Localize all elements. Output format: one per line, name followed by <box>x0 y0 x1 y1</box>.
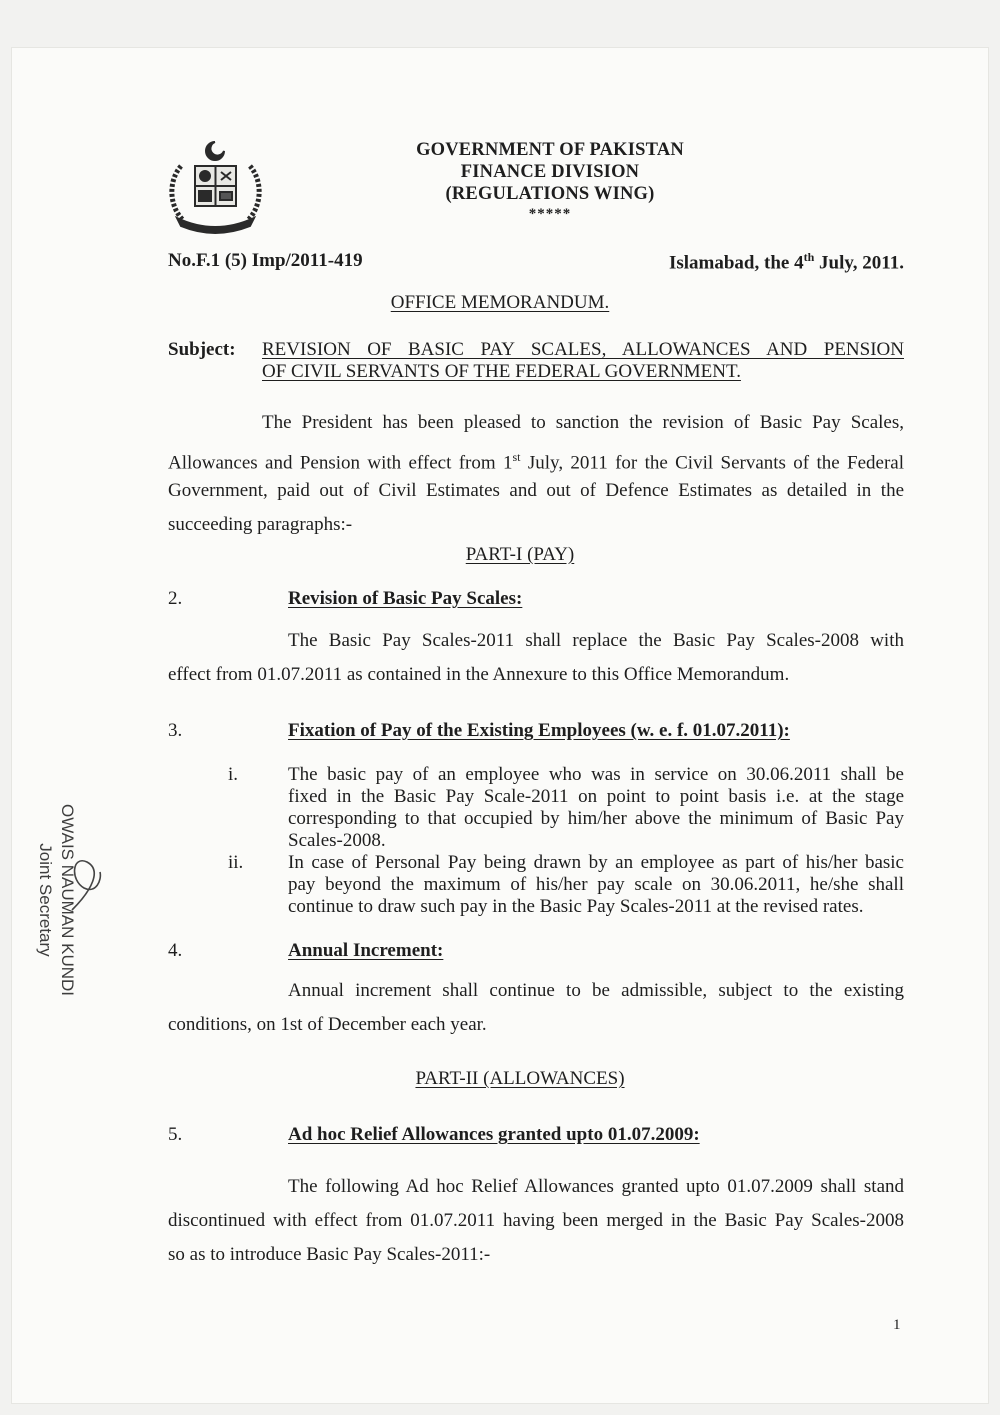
place-date-prefix: Islamabad, the 4 <box>668 252 804 274</box>
section-4-line-1: Annual increment shall continue to be admissible, subject to the existing <box>288 980 904 1001</box>
place-date-suffix: July, 2011. <box>814 252 904 274</box>
item-ii-line-3: continue to draw such pay in the Basic Pay Scales-2011 at the revised rates. <box>288 896 864 917</box>
file-number: No.F.1 (5) Imp/2011-419 <box>168 250 363 271</box>
section-2-line-1: The Basic Pay Scales-2011 shall replace the Basic Pay Scales-2008 with <box>288 630 904 651</box>
part-1-heading: PART-I (PAY) <box>465 544 575 565</box>
item-i-roman: i. <box>228 764 239 785</box>
item-ii-line-2: pay beyond the maximum of his/her pay scale on 30.06.2011, he/she shall <box>288 874 904 895</box>
place-date <box>669 250 904 274</box>
intro-line-3: Government, paid out of Civil Estimates and out of Defence Estimates as detailed in the <box>168 480 904 501</box>
item-i-line-3: corresponding to that occupied by him/her above the minimum of Basic Pay <box>288 808 904 829</box>
section-3-heading: Fixation of Pay of the Existing Employees (w. e. f. 01.07.2011): <box>288 720 790 741</box>
header-division: FINANCE DIVISION <box>460 162 640 182</box>
subject-line-2: OF CIVIL SERVANTS OF THE FEDERAL GOVERNMENT. <box>262 361 741 382</box>
memo-title: OFFICE MEMORANDUM. <box>390 292 610 313</box>
section-4-heading: Annual Increment: <box>288 940 444 961</box>
item-ii-line-1: In case of Personal Pay being drawn by an employee as part of his/her basic <box>288 852 904 873</box>
section-5-line-2: discontinued with effect from 01.07.2011 having been merged in the Basic Pay Scales-2008 <box>168 1210 904 1231</box>
section-4-line-2: conditions, on 1st of December each year. <box>168 1014 487 1035</box>
section-3-number: 3. <box>168 720 183 741</box>
header-stars: ***** <box>528 206 572 222</box>
part-2-heading: PART-II (ALLOWANCES) <box>415 1068 625 1089</box>
intro-line-2-a: Allowances and Pension with effect from 1 <box>168 452 513 474</box>
subject-label: Subject: <box>168 339 236 360</box>
state-emblem-icon <box>163 136 268 238</box>
section-4-number: 4. <box>168 940 183 961</box>
section-2-line-2: effect from 01.07.2011 as contained in the Annexure to this Office Memorandum. <box>168 664 790 685</box>
signature-scribble <box>62 850 108 920</box>
page-number: 1 <box>893 1317 901 1333</box>
item-i-line-1: The basic pay of an employee who was in service on 30.06.2011 shall be <box>288 764 904 785</box>
section-5-line-3: so as to introduce Basic Pay Scales-2011:- <box>168 1244 491 1265</box>
section-5-line-1: The following Ad hoc Relief Allowances granted upto 01.07.2009 shall stand <box>288 1176 904 1197</box>
intro-line-1: The President has been pleased to sanction the revision of Basic Pay Scales, <box>262 412 904 433</box>
date-superscript: th <box>803 250 815 264</box>
section-5-number: 5. <box>168 1124 183 1145</box>
stamp-name: OWAIS NAUMAN KUNDI <box>58 803 77 997</box>
intro-line-4: succeeding paragraphs:- <box>168 514 353 535</box>
intro-superscript: st <box>512 450 521 464</box>
header-wing: (REGULATIONS WING) <box>445 184 655 204</box>
item-i-line-2: fixed in the Basic Pay Scale-2011 on point to point basis i.e. at the stage <box>288 786 904 807</box>
section-5-heading: Ad hoc Relief Allowances granted upto 01.07.2009: <box>288 1124 700 1145</box>
header-government: GOVERNMENT OF PAKISTAN <box>416 140 684 160</box>
stamp-title: Joint Secretary <box>36 843 55 957</box>
section-2-number: 2. <box>168 588 183 609</box>
intro-line-2-b: July, 2011 for the Civil Servants of the Federal <box>520 452 904 474</box>
section-2-heading: Revision of Basic Pay Scales: <box>288 588 523 609</box>
item-i-line-4: Scales-2008. <box>288 830 386 851</box>
subject-line-1: REVISION OF BASIC PAY SCALES, ALLOWANCES AND PENSION <box>262 339 904 360</box>
item-ii-roman: ii. <box>228 852 244 873</box>
